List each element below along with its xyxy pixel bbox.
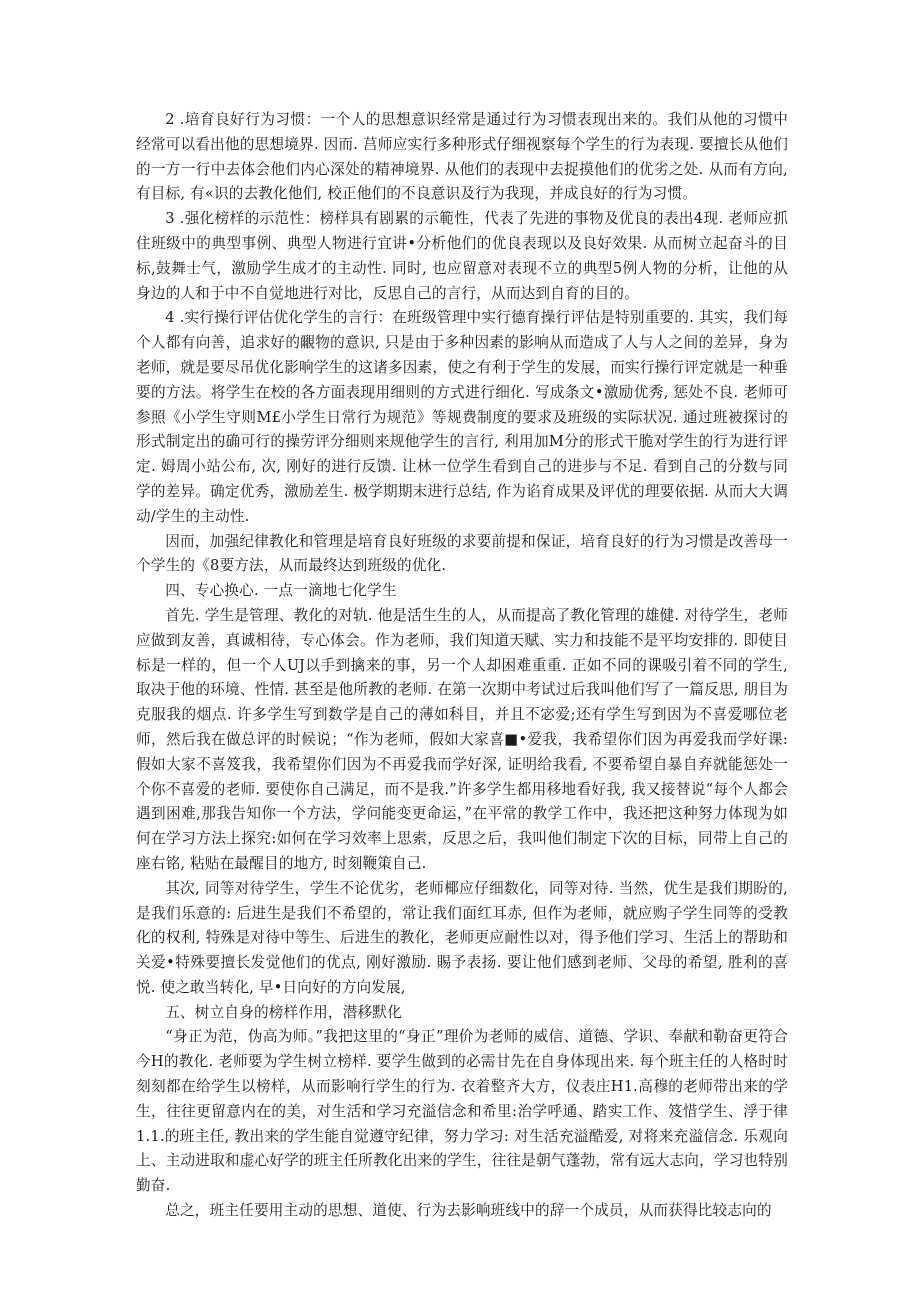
- paragraph-conclusion: 总之，班主任要用主动的思想、道使、行为去影响班线中的辞一个成员，从而获得比较志向的: [165, 1202, 772, 1220]
- paragraph-teacher-example: “身正为范，伪高为师。”我把这里的“身正”理价为老师的威信、道德、学识、奉献和勒奋更符合今H的教化. 老师要为学生树立榜样. 要学生做到的必需甘先在自身体现出来. 每个班主任的人格时时刻刻都在给学生以榜样，从而影响行学生的行为. 衣着整齐大方，仪表庄H1.高穆的老师带出来的学生，往往更留意内在的美，对生活和学习充溢信念和希里:治学呼通、踏实工作、笈惜学生、浮于律1.1.的班主任, 教出来的学生能自觉遵守纪律，努力学习: 对生活充溢酷爱, 对将来充溢信念. 乐观向上、主动进取和虚心好学的班主任所教化出来的学生，往往是朝气蓬勃，常有远大志向，学习也特别勤奋.: [136, 1028, 788, 1195]
- paragraph-role-models: 3 .强化榜样的示范性：榜样具有剧累的示範性，代表了先进的事物及优良的表出4现. 老师应抓住班级中的典型事例、典型人物进行宜讲•分析他们的优良表现以及良好效果. 从而树立起奋斗的目标,鼓舞士气，激励学生成才的主动性. 同时, 也应留意对表现不立的典型5例人物的分析，让他的从身边的人和于中不自觉地进行对比，反思自己的言行，从而达到自育的目的。: [136, 210, 788, 302]
- section-heading-five: 五、树立自身的榜样作用，潜移默化: [165, 1003, 402, 1021]
- paragraph-discipline-summary: 因而，加强纪律教化和管理是培育良好班级的求要前提和保证，培育良好的行为习惯是改善母一个学生的《8要方法，从而最终达到班级的优化.: [136, 532, 788, 575]
- section-heading-four: 四、专心换心. 一点一滴地七化学生: [165, 582, 397, 600]
- document-body: [136, 108, 788, 1224]
- paragraph-first-point: 首先. 学生是管理、教化的对轨. 他是活生生的人，从而提高了教化管理的雄健. 对待学生，老师应做到友善，真诚相待，专心体会。作为老师，我们知道天赋、实力和技能不是平均安排的. 即使目标是一样的，但一个人UJ以手到擒来的事，另一个人却困难重重. 正如不同的课吸引着不同的学生, 取决于他的环境、性情. 甚至是他所教的老师. 在第一次期中考试过后我叫他们写了一篇反思, 朋目为克服我的烟点. 许多学生写到数学是自己的薄如科目，并且不宓爱;还有学生写到因为不喜爱哪位老师，然后我在做总评的时候说；“作为老师，假如大家喜■•爱我，我希望你们因为再爱我而学好课:假如大家不喜笈我，我希望你们因为不再爱我而学好深, 证明给我看, 不要希望自暴自弃就能惩处一个你不喜爱的老师. 要使你自己满足，而不是我.”许多学生都用移地看好我, 我又接替说“每个人都会遇到困难,那我告知你一个方法，学问能变更命运，”在平常的教学工作中，我还把这种努力体现为如何在学习方法上探究:如何在学习效率上思索，反思之后，我叫他们制定下次的目标，同带上自己的座右铭, 粘贴在最醒目的地方, 时刻鞭策自己.: [136, 606, 788, 872]
- paragraph-habit-cultivation: 2 .培育良好行为习惯：一个人的思想意识经常是通过行为习惯表现出来的。我们从他的习惯中经常可以看出他的思想境界. 因而. 莒师应实行多种形式仔细视察每个学生的行为表现. 要擅长从他们的一方一行中去体会他们内心深处的精神境界. 从他们的表现中去捉摸他们的优劣之处. 从而有方向,有目标, 有«识的去教化他们, 校正他们的不良意识及行为我现，并成良好的行为习惯。: [136, 111, 788, 203]
- paragraph-conduct-evaluation: 4 .实行操行评估优化学生的言行：在班级管理中实行德育操行评估是特别重要的. 其实，我们每个人都有向善，追求好的覼物的意识, 只是由于多种因素的影响从而造成了人与人之间的差异，身为老师，就是要尽吊优化影响学生的这诸多因素，使之有利于学生的发展，而实行操行评定就是一种垂要的方法。将学生在校的各方面表现用细则的方式进行细化. 写成条文•激励优秀, 惩处不良. 老师可参照《小学生守则M£小学生日常行为规范》等规费制度的要求及班级的实际状况. 通过班被探讨的形式制定出的确可行的操劳评分细则来规他学生的言行, 利用加M分的形式干脆对学生的行为进行评定. 姆周小站公布, 次, 刚好的进行反馈. 让林一位学生看到自己的进步与不足. 看到自己的分数与同学的差异。确定优秀，激励差生. 极学期期末进行总结, 作为谄育成果及评优的理要依据. 从而大大调动/学生的主动性.: [136, 309, 788, 525]
- paragraph-second-point: 其次, 同等对待学生，学生不论优劣，老师椰应仔细数化，同等对待. 当然，优生是我们期盼的,是我们乐意的: 后进生是我们不希望的，常让我们面红耳赤, 但作为老师，就应购子学生同等的受教化的权利, 特殊是对待中等生、后进生的教化，老师更应耐性以对，得予他们学习、生活上的帮助和关爱•特殊要擅长发觉他们的优点, 刚好激励. 賜予表扬. 要让他们感到老师、父母的希望, 胜利的喜悦. 使之敢当转化, 早•日向好的方向发展,: [136, 879, 788, 996]
